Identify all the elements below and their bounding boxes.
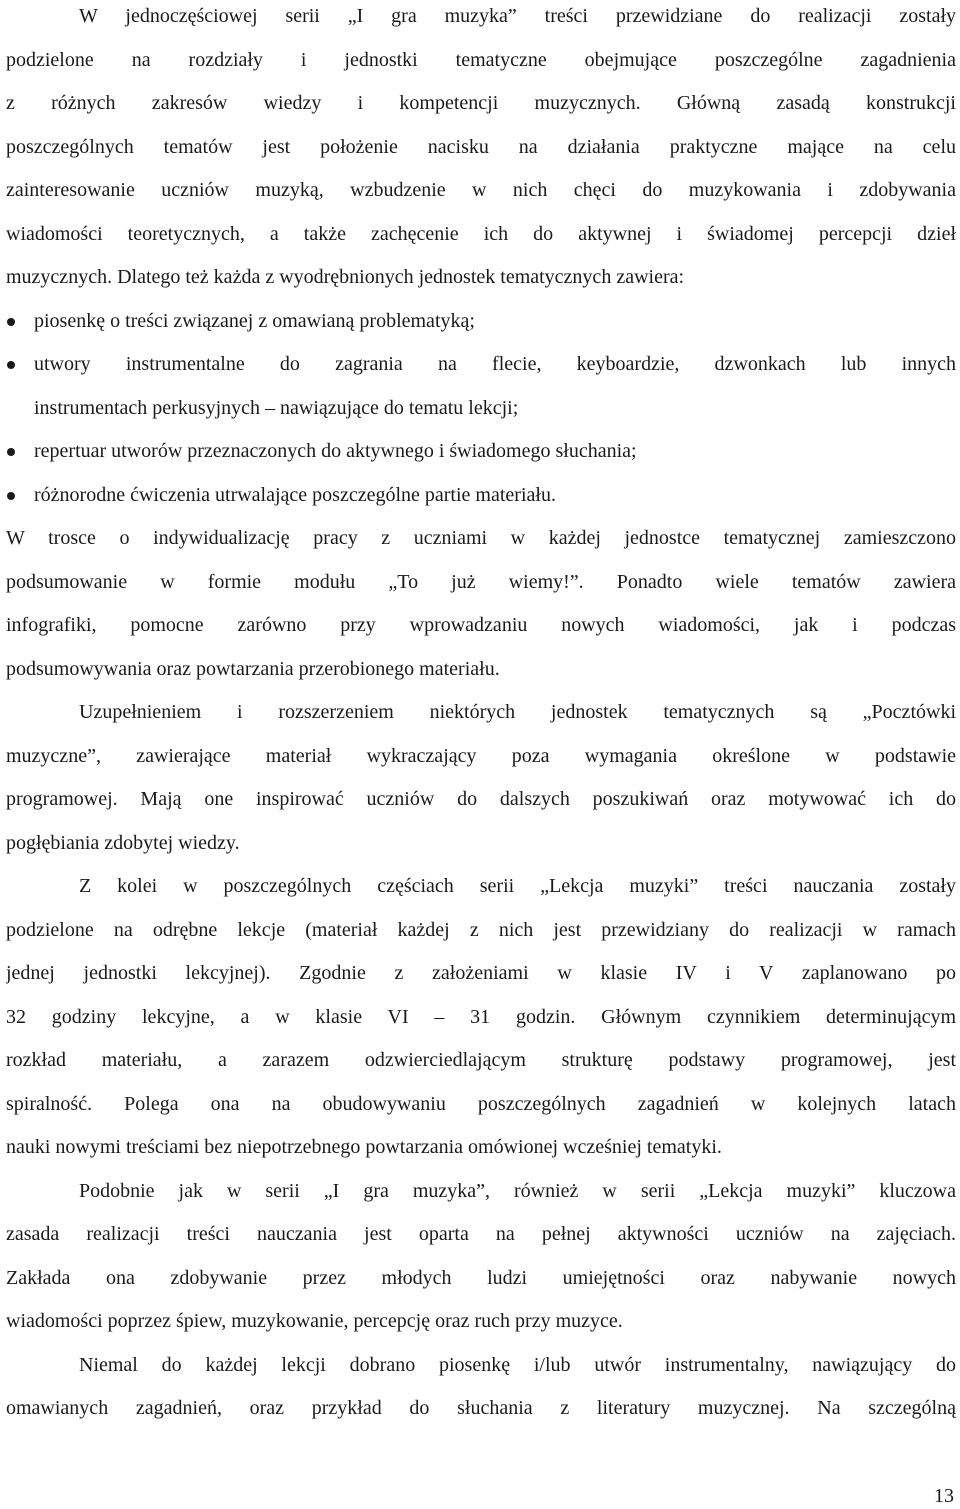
bullet-list-item [6, 430, 956, 474]
line-text: 32 godziny lekcyjne, a w klasie VI – 31 godzin. Głównym czynnikiem determinującym [6, 1005, 956, 1028]
text-line [6, 82, 956, 126]
line-text: pogłębiania zdobytej wiedzy. [6, 831, 240, 854]
bullet-icon [7, 448, 15, 456]
text-line [6, 865, 956, 909]
bullet-icon [7, 361, 15, 369]
line-text: nauki nowymi treściami bez niepotrzebnego powtarzania omówionej wcześniej tematyki. [6, 1136, 722, 1158]
line-text: podsumowanie w formie modułu „To już wiemy!”. Ponadto wiele tematów zawiera [6, 570, 956, 593]
text-line [6, 1344, 956, 1388]
line-text: Niemal do każdej lekcji dobrano piosenkę i/lub utwór instrumentalny, nawiązujący do [79, 1353, 956, 1376]
line-text: Uzupełnieniem i rozszerzeniem niektórych jednostek tematycznych są „Pocztówki [79, 701, 956, 723]
text-line [6, 996, 956, 1040]
line-text: utwory instrumentalne do zagrania na flecie, keyboardzie, dzwonkach lub innych [34, 353, 956, 375]
text-line [6, 169, 956, 213]
line-text: poszczególnych tematów jest położenie nacisku na działania praktyczne mające na celu [6, 135, 956, 158]
bullet-list-item-continuation [6, 387, 956, 431]
line-text: piosenkę o treści związanej z omawianą problematyką; [34, 309, 475, 332]
text-line [6, 1083, 956, 1127]
text-line [6, 0, 956, 39]
line-text: repertuar utworów przeznaczonych do aktywnego i świadomego słuchania; [34, 440, 637, 462]
line-text: programowej. Mają one inspirować uczniów do dalszych poszukiwań oraz motywować ich do [6, 788, 956, 810]
text-line [6, 909, 956, 953]
text-line [6, 1039, 956, 1083]
bullet-icon [7, 492, 15, 500]
text-line [6, 1387, 956, 1431]
line-text: z różnych zakresów wiedzy i kompetencji muzycznych. Główną zasadą konstrukcji [6, 92, 956, 114]
line-text: Podobnie jak w serii „I gra muzyka”, również w serii „Lekcja muzyki” kluczowa [79, 1179, 956, 1202]
text-line [6, 778, 956, 822]
text-line [6, 1170, 956, 1214]
text-line [6, 1257, 956, 1301]
line-text: jednej jednostki lekcyjnej). Zgodnie z założeniami w klasie IV i V zaplanowano po [6, 962, 956, 984]
bullet-list-item [6, 300, 956, 344]
line-text: zainteresowanie uczniów muzyką, wzbudzenie w nich chęci do muzykowania i zdobywania [6, 179, 956, 201]
line-text: omawianych zagadnień, oraz przykład do słuchania z literatury muzycznej. Na szczególną [6, 1397, 956, 1419]
text-line [6, 1213, 956, 1257]
text-line [6, 1300, 956, 1344]
line-text: infografiki, pomocne zarówno przy wprowadzaniu nowych wiadomości, jak i podczas [6, 614, 956, 636]
line-text: spiralność. Polega ona na obudowywaniu poszczególnych zagadnień w kolejnych latach [6, 1092, 956, 1115]
bullet-list-item [6, 474, 956, 518]
bullet-icon [7, 318, 15, 326]
text-line [6, 604, 956, 648]
line-text: różnorodne ćwiczenia utrwalające poszczególne partie materiału. [34, 483, 556, 506]
line-text: Z kolei w poszczególnych częściach serii „Lekcja muzyki” treści nauczania zostały [79, 875, 956, 897]
text-line [6, 952, 956, 996]
line-text: Zakłada ona zdobywanie przez młodych ludzi umiejętności oraz nabywanie nowych [6, 1266, 956, 1289]
text-line [6, 735, 956, 779]
text-line [6, 126, 956, 170]
text-line [6, 822, 956, 866]
line-text: muzyczne”, zawierające materiał wykraczający poza wymagania określone w podstawie [6, 744, 956, 767]
text-line [6, 691, 956, 735]
line-text: podzielone na odrębne lekcje (materiał każdej z nich jest przewidziany do realizacji w ramach [6, 918, 956, 941]
line-text: W jednoczęściowej serii „I gra muzyka” treści przewidziane do realizacji zostały [79, 5, 956, 27]
bullet-list-item [6, 343, 956, 387]
line-text: instrumentach perkusyjnych – nawiązujące do tematu lekcji; [34, 396, 519, 419]
text-line [6, 561, 956, 605]
text-line [6, 213, 956, 257]
line-text: wiadomości poprzez śpiew, muzykowanie, percepcję oraz ruch przy muzyce. [6, 1310, 623, 1332]
text-line [6, 648, 956, 692]
line-text: W trosce o indywidualizację pracy z uczniami w każdej jednostce tematycznej zamieszczono [6, 527, 956, 549]
line-text: podsumowywania oraz powtarzania przerobionego materiału. [6, 657, 500, 680]
line-text: podzielone na rozdziały i jednostki tematyczne obejmujące poszczególne zagadnienia [6, 48, 956, 71]
line-text: zasada realizacji treści nauczania jest oparta na pełnej aktywności uczniów na zajęciach. [6, 1223, 956, 1245]
page-number: 13 [934, 1485, 954, 1507]
text-line [6, 517, 956, 561]
text-line [6, 39, 956, 83]
line-text: wiadomości teoretycznych, a także zachęcenie ich do aktywnej i świadomej percepcji dzieł [6, 222, 956, 245]
document-page [6, 0, 956, 1431]
text-line [6, 1126, 956, 1170]
text-line [6, 256, 956, 300]
line-text: muzycznych. Dlatego też każda z wyodrębnionych jednostek tematycznych zawiera: [6, 266, 685, 288]
line-text: rozkład materiału, a zarazem odzwierciedlającym strukturę podstawy programowej, jest [6, 1049, 956, 1071]
